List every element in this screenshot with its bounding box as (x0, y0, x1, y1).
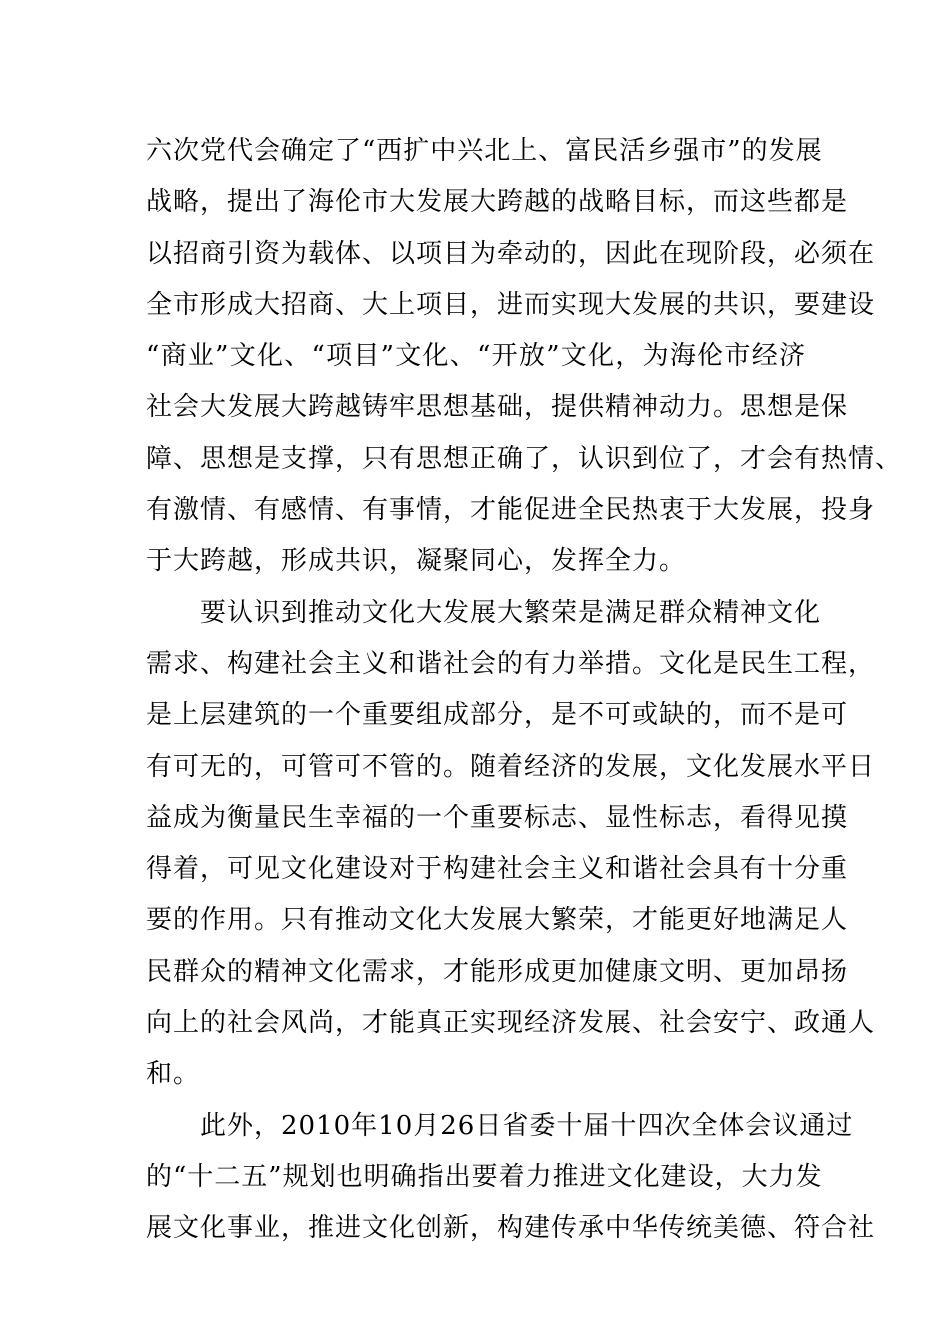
text-line: “商业”文化、“项目”文化、“开放”文化，为海伦市经济 (146, 341, 806, 372)
text-line: 障、思想是支撑，只有思想正确了，认识到位了，才会有热情、 (146, 443, 903, 474)
text-line: 民群众的精神文化需求，才能形成更加健康文明、更加昂扬 (146, 956, 849, 987)
text-line: 得着，可见文化建设对于构建社会主义和谐社会具有十分重 (146, 854, 849, 885)
text-line: 益成为衡量民生幸福的一个重要标志、显性标志，看得见摸 (146, 802, 849, 833)
text-line: 六次党代会确定了“西扩中兴北上、富民活乡强市”的发展 (146, 136, 823, 166)
text-line: 需求、构建社会主义和谐社会的有力举措。文化是民生工程， (146, 648, 876, 679)
body-text (146, 126, 903, 1255)
text-line: 战略，提出了海伦市大发展大跨越的战略目标，而这些都是 (146, 187, 849, 218)
text-line: 是上层建筑的一个重要组成部分，是不可或缺的，而不是可 (146, 700, 849, 731)
text-line: 有可无的，可管可不管的。随着经济的发展，文化发展水平日 (146, 751, 876, 782)
text-line: 和。 (146, 1059, 201, 1090)
text-line: 向上的社会风尚，才能真正实现经济发展、社会安宁、政通人 (146, 1008, 876, 1039)
text-line: 要认识到推动文化大发展大繁荣是满足群众精神文化 (200, 597, 822, 628)
text-line: 的“十二五”规划也明确指出要着力推进文化建设，大力发 (146, 1161, 823, 1192)
text-line: 有激情、有感情、有事情，才能促进全民热衷于大发展，投身 (146, 495, 876, 526)
text-line: 要的作用。只有推动文化大发展大繁荣，才能更好地满足人 (146, 905, 849, 936)
text-line: 此外，2010年10月26日省委十届十四次全体会议通过 (200, 1110, 854, 1141)
text-line: 全市形成大招商、大上项目，进而实现大发展的共识，要建设 (146, 289, 876, 320)
text-line: 于大跨越，形成共识，凝聚同心，发挥全力。 (146, 546, 687, 577)
text-line: 以招商引资为载体、以项目为牵动的，因此在现阶段，必须在 (146, 238, 876, 269)
text-line: 社会大发展大跨越铸牢思想基础，提供精神动力。思想是保 (146, 392, 849, 423)
text-line: 展文化事业，推进文化创新，构建传承中华传统美德、符合社 (146, 1213, 876, 1244)
